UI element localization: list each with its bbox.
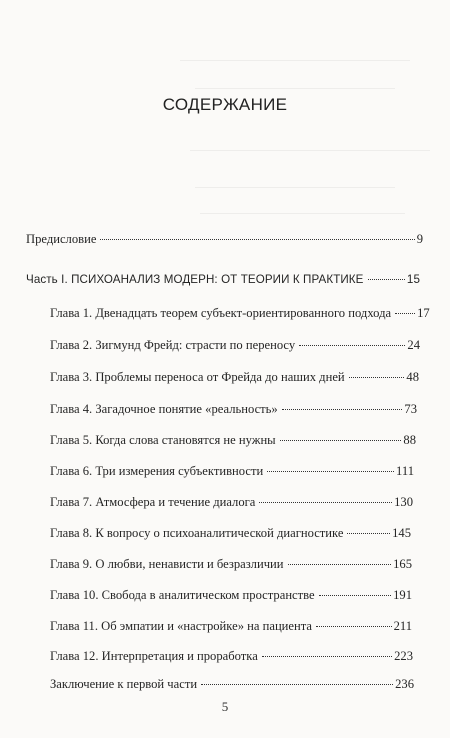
toc-entry-label: Глава 5. Когда слова становятся не нужны: [50, 433, 276, 447]
show-through-line: [190, 150, 430, 151]
toc-entry-page: 130: [394, 495, 413, 509]
toc-entry-page: 73: [404, 402, 417, 416]
toc-leader-dots: [259, 502, 392, 503]
toc-entry-label: Глава 10. Свобода в аналитическом пространстве: [50, 588, 315, 602]
toc-leader-dots: [299, 345, 405, 346]
toc-entry-label: Глава 12. Интерпретация и проработка: [50, 649, 258, 663]
page-number: 5: [221, 699, 229, 714]
toc-entry-page: 165: [393, 557, 412, 571]
toc-entry-label: Глава 6. Три измерения субъективности: [50, 464, 264, 478]
toc-leader-dots: [280, 440, 402, 441]
toc-entry-page: 9: [416, 232, 423, 246]
toc-entry-label: Глава 7. Атмосфера и течение диалога: [50, 495, 256, 509]
toc-leader-dots: [395, 313, 415, 314]
toc-leader-dots: [288, 564, 392, 565]
toc-leader-dots: [347, 533, 390, 534]
toc-entry-page: 223: [394, 649, 413, 663]
toc-entry-label: Часть I. ПСИХОАНАЛИЗ МОДЕРН: ОТ ТЕОРИИ К ПРАКТИКЕ: [26, 273, 364, 286]
toc-leader-dots: [349, 377, 405, 378]
toc-entry-chapter[interactable]: [50, 495, 413, 510]
toc-entry-page: 145: [392, 526, 411, 540]
toc-leader-dots: [319, 595, 392, 596]
toc-entry-page: 236: [395, 677, 414, 691]
show-through-line: [195, 88, 395, 89]
toc-entry-chapter[interactable]: [50, 433, 416, 448]
toc-entry-chapter[interactable]: [50, 402, 417, 417]
show-through-line: [195, 187, 395, 188]
toc-entry-label: Глава 9. О любви, ненависти и безразличии: [50, 557, 284, 571]
toc-entry-chapter[interactable]: [50, 557, 412, 572]
toc-entry-chapter[interactable]: [50, 619, 412, 634]
toc-entry-conclusion[interactable]: [50, 677, 414, 692]
toc-entry-page: 88: [403, 433, 416, 447]
toc-entry-label: Глава 1. Двенадцать теорем субъект-ориентированного подхода: [50, 306, 392, 320]
toc-entry-label: Предисловие: [26, 232, 97, 246]
toc-entry-page: 48: [406, 370, 419, 384]
show-through-line: [180, 60, 410, 61]
page-title: СОДЕРЖАНИЕ: [162, 95, 288, 114]
toc-entry-page: 211: [393, 619, 412, 633]
toc-leader-dots: [267, 471, 394, 472]
toc-entry-label: Глава 8. К вопросу о психоаналитической диагностике: [50, 526, 344, 540]
toc-entry-page: 191: [393, 588, 412, 602]
toc-leader-dots: [201, 684, 393, 685]
toc-leader-dots: [282, 409, 403, 410]
toc-entry-label: Глава 11. Об эмпатии и «настройке» на пациента: [50, 619, 312, 633]
toc-entry-chapter[interactable]: [50, 526, 411, 541]
toc-entry-page: 17: [417, 306, 430, 320]
toc-entry-chapter[interactable]: [50, 588, 412, 603]
toc-entry-preface[interactable]: [26, 232, 423, 247]
toc-entry-label: Глава 2. Зигмунд Фрейд: страсти по переносу: [50, 338, 296, 352]
toc-leader-dots: [316, 626, 392, 627]
toc-entry-chapter[interactable]: [50, 649, 413, 664]
toc-entry-page: 111: [396, 464, 414, 478]
toc-entry-chapter[interactable]: [50, 306, 430, 321]
toc-entry-chapter[interactable]: [50, 338, 420, 353]
toc-leader-dots: [100, 239, 414, 240]
toc-entry-label: Глава 4. Загадочное понятие «реальность»: [50, 402, 278, 416]
toc-entry-label: Заключение к первой части: [50, 677, 198, 691]
toc-entry-chapter[interactable]: [50, 370, 419, 385]
toc-entry-label: Глава 3. Проблемы переноса от Фрейда до наших дней: [50, 370, 345, 384]
toc-entry-page: 15: [406, 273, 420, 286]
toc-entry-page: 24: [407, 338, 420, 352]
toc-leader-dots: [368, 279, 405, 280]
toc-leader-dots: [262, 656, 392, 657]
toc-entry-chapter[interactable]: [50, 464, 414, 479]
show-through-line: [200, 213, 405, 214]
toc-entry-part-1[interactable]: [26, 273, 420, 286]
